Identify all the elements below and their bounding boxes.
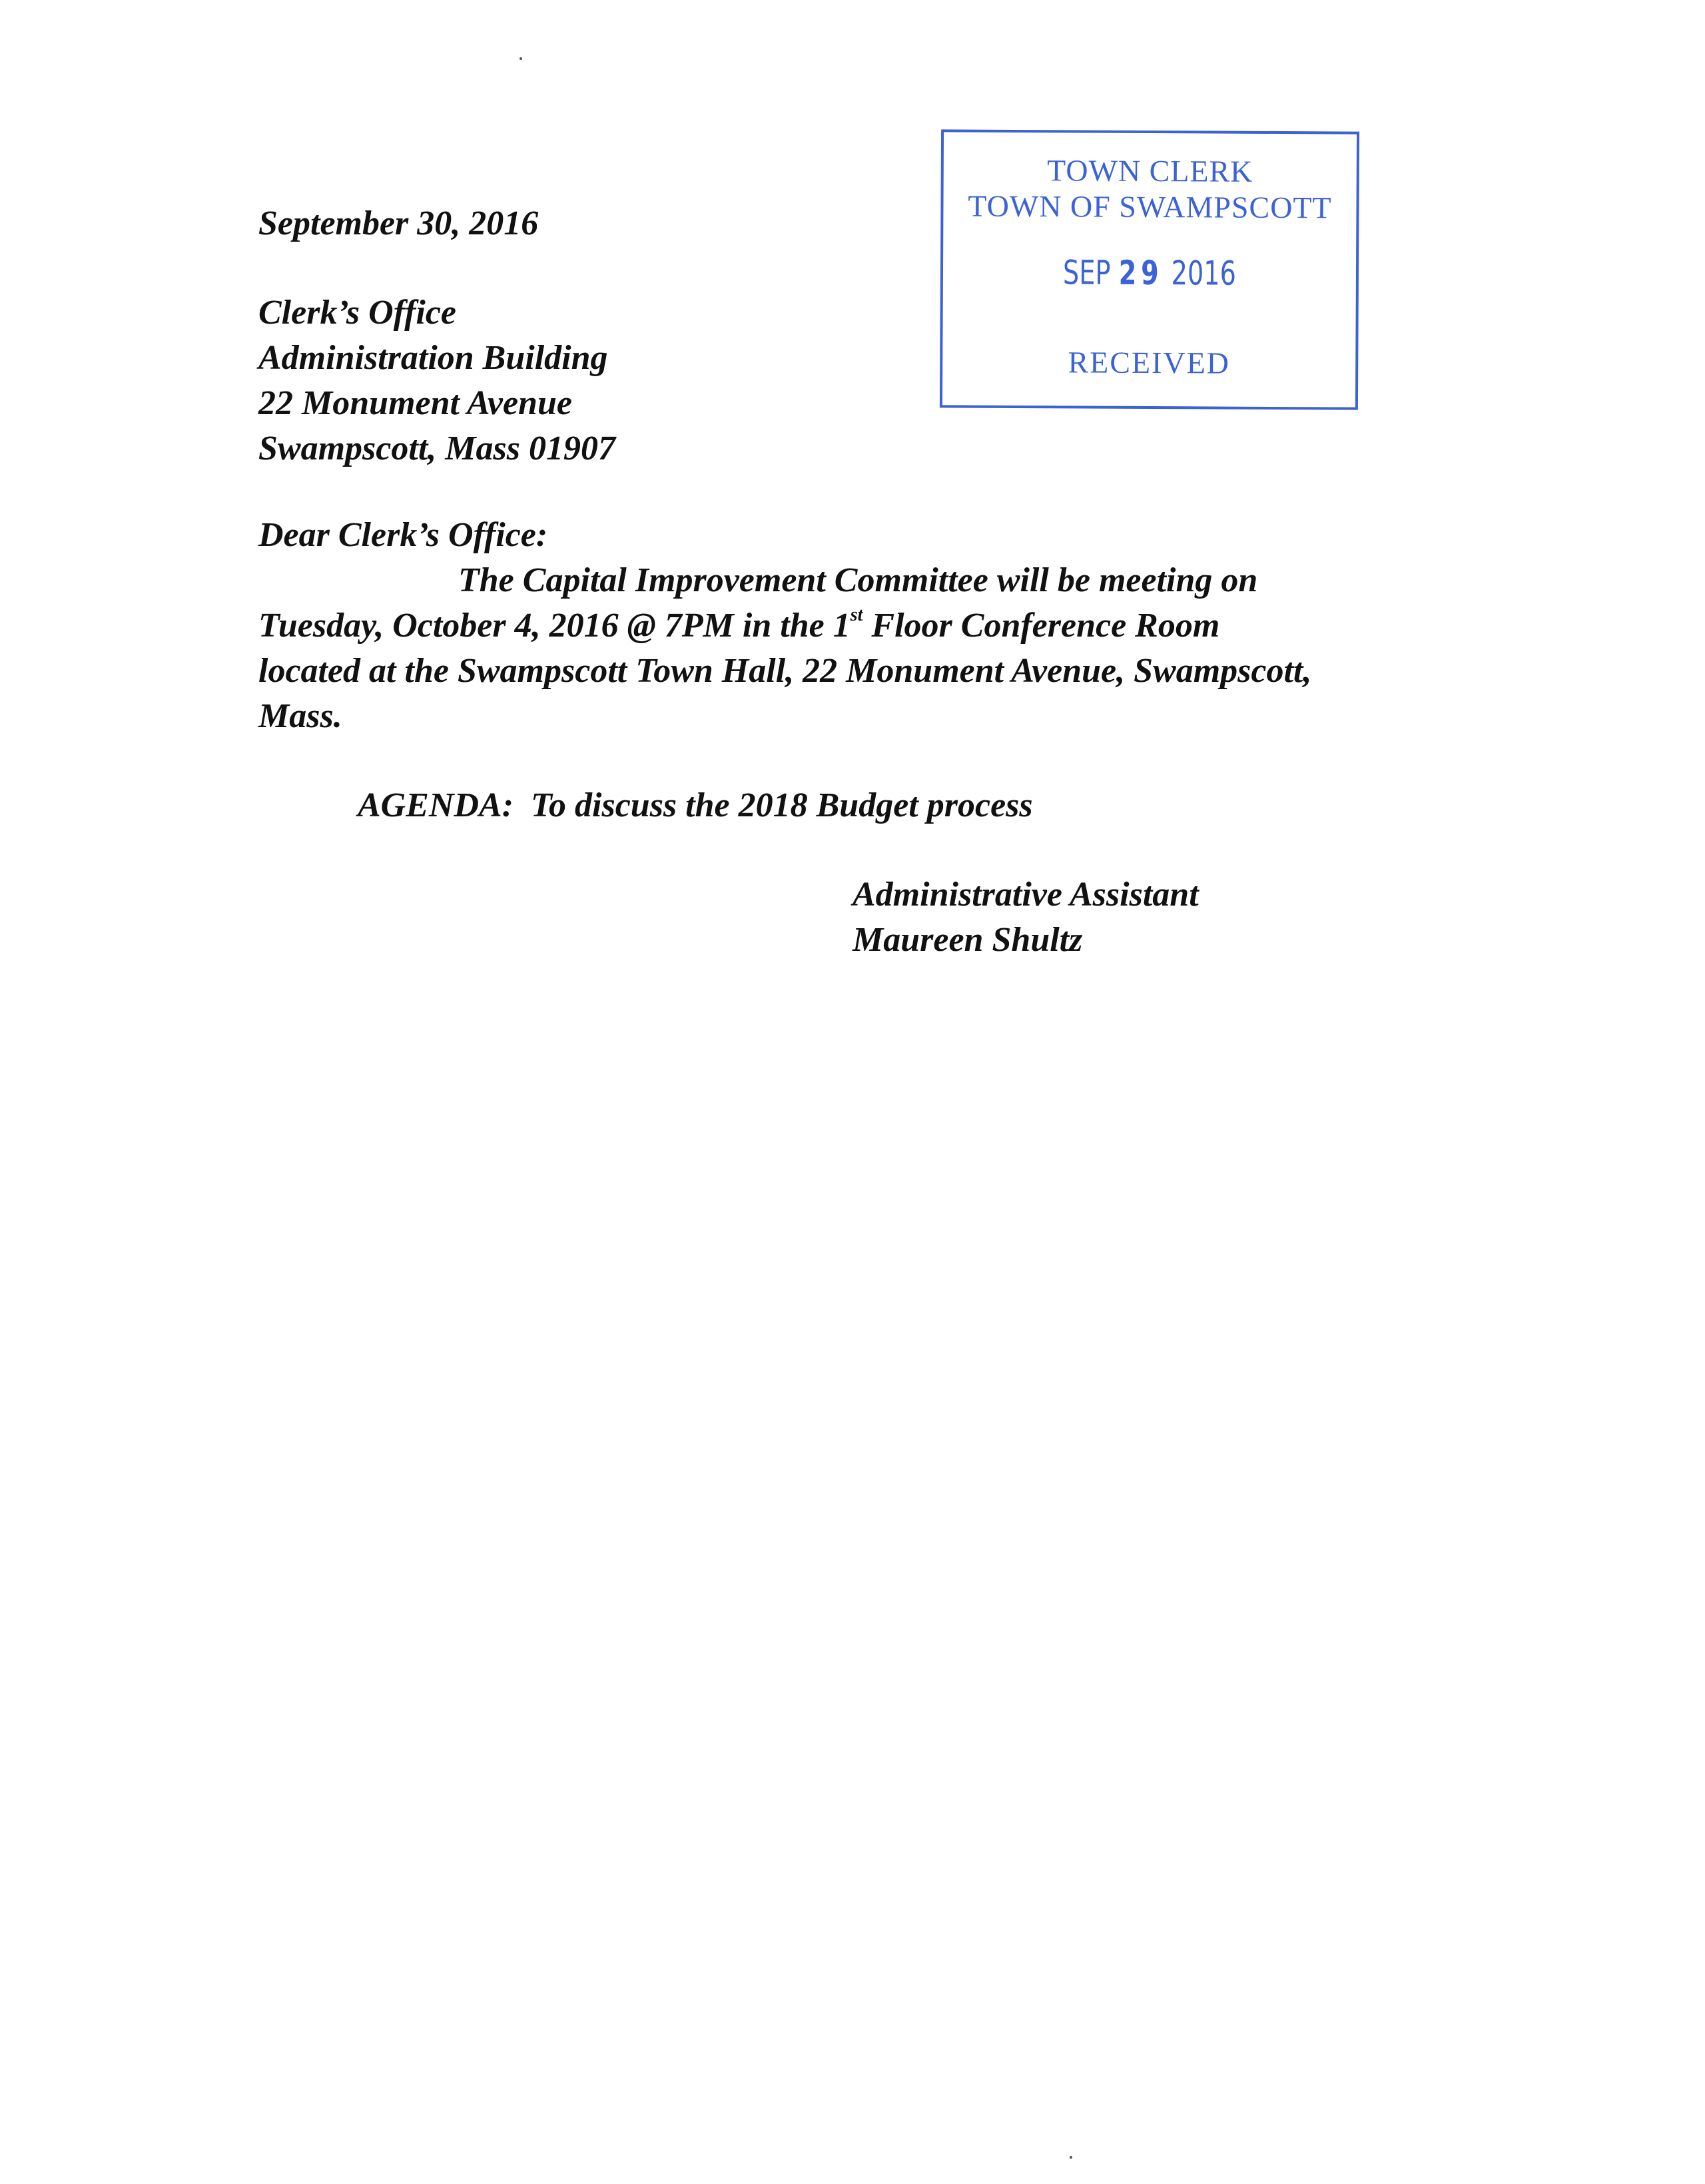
- stamp-year: 2016: [1171, 254, 1237, 293]
- body-line-2-rest: Floor Conference Room: [862, 607, 1220, 645]
- address-line: Swampscott, Mass 01907: [258, 429, 615, 467]
- body-line-4: Mass.: [258, 697, 342, 735]
- ordinal-suffix: st: [850, 605, 863, 625]
- stamp-month: SEP: [1062, 253, 1111, 292]
- letter-date: September 30, 2016: [258, 204, 539, 242]
- received-stamp: [940, 129, 1359, 410]
- body-line-2-text: Tuesday, October 4, 2016 @ 7PM in the 1: [258, 607, 851, 645]
- salutation: Dear Clerk’s Office:: [258, 516, 548, 554]
- signature-name: Maureen Shultz: [852, 921, 1083, 959]
- stamp-status: RECEIVED: [1068, 345, 1231, 380]
- address-line: Clerk’s Office: [258, 294, 456, 332]
- agenda-line: AGENDA: To discuss the 2018 Budget process: [358, 786, 1033, 824]
- body-line-3: located at the Swampscott Town Hall, 22 Monument Avenue, Swampscott,: [258, 652, 1312, 690]
- address-line: Administration Building: [258, 339, 608, 377]
- body-line-1: The Capital Improvement Committee will be meeting on: [458, 561, 1258, 599]
- stamp-line-town: TOWN OF SWAMPSCOTT: [968, 188, 1332, 225]
- signature-title: Administrative Assistant: [852, 876, 1199, 914]
- recipient-address: [258, 290, 615, 471]
- body-line-2: [258, 603, 1457, 649]
- stamp-line-town-clerk: TOWN CLERK: [1046, 153, 1253, 188]
- scan-speck: [519, 57, 522, 60]
- stamp-day: 29: [1118, 253, 1164, 293]
- stamp-date: [974, 252, 1325, 294]
- signature-block: [852, 872, 1199, 963]
- scan-speck: [1070, 2156, 1072, 2159]
- body-paragraph: [258, 558, 1457, 739]
- address-line: 22 Monument Avenue: [258, 384, 572, 422]
